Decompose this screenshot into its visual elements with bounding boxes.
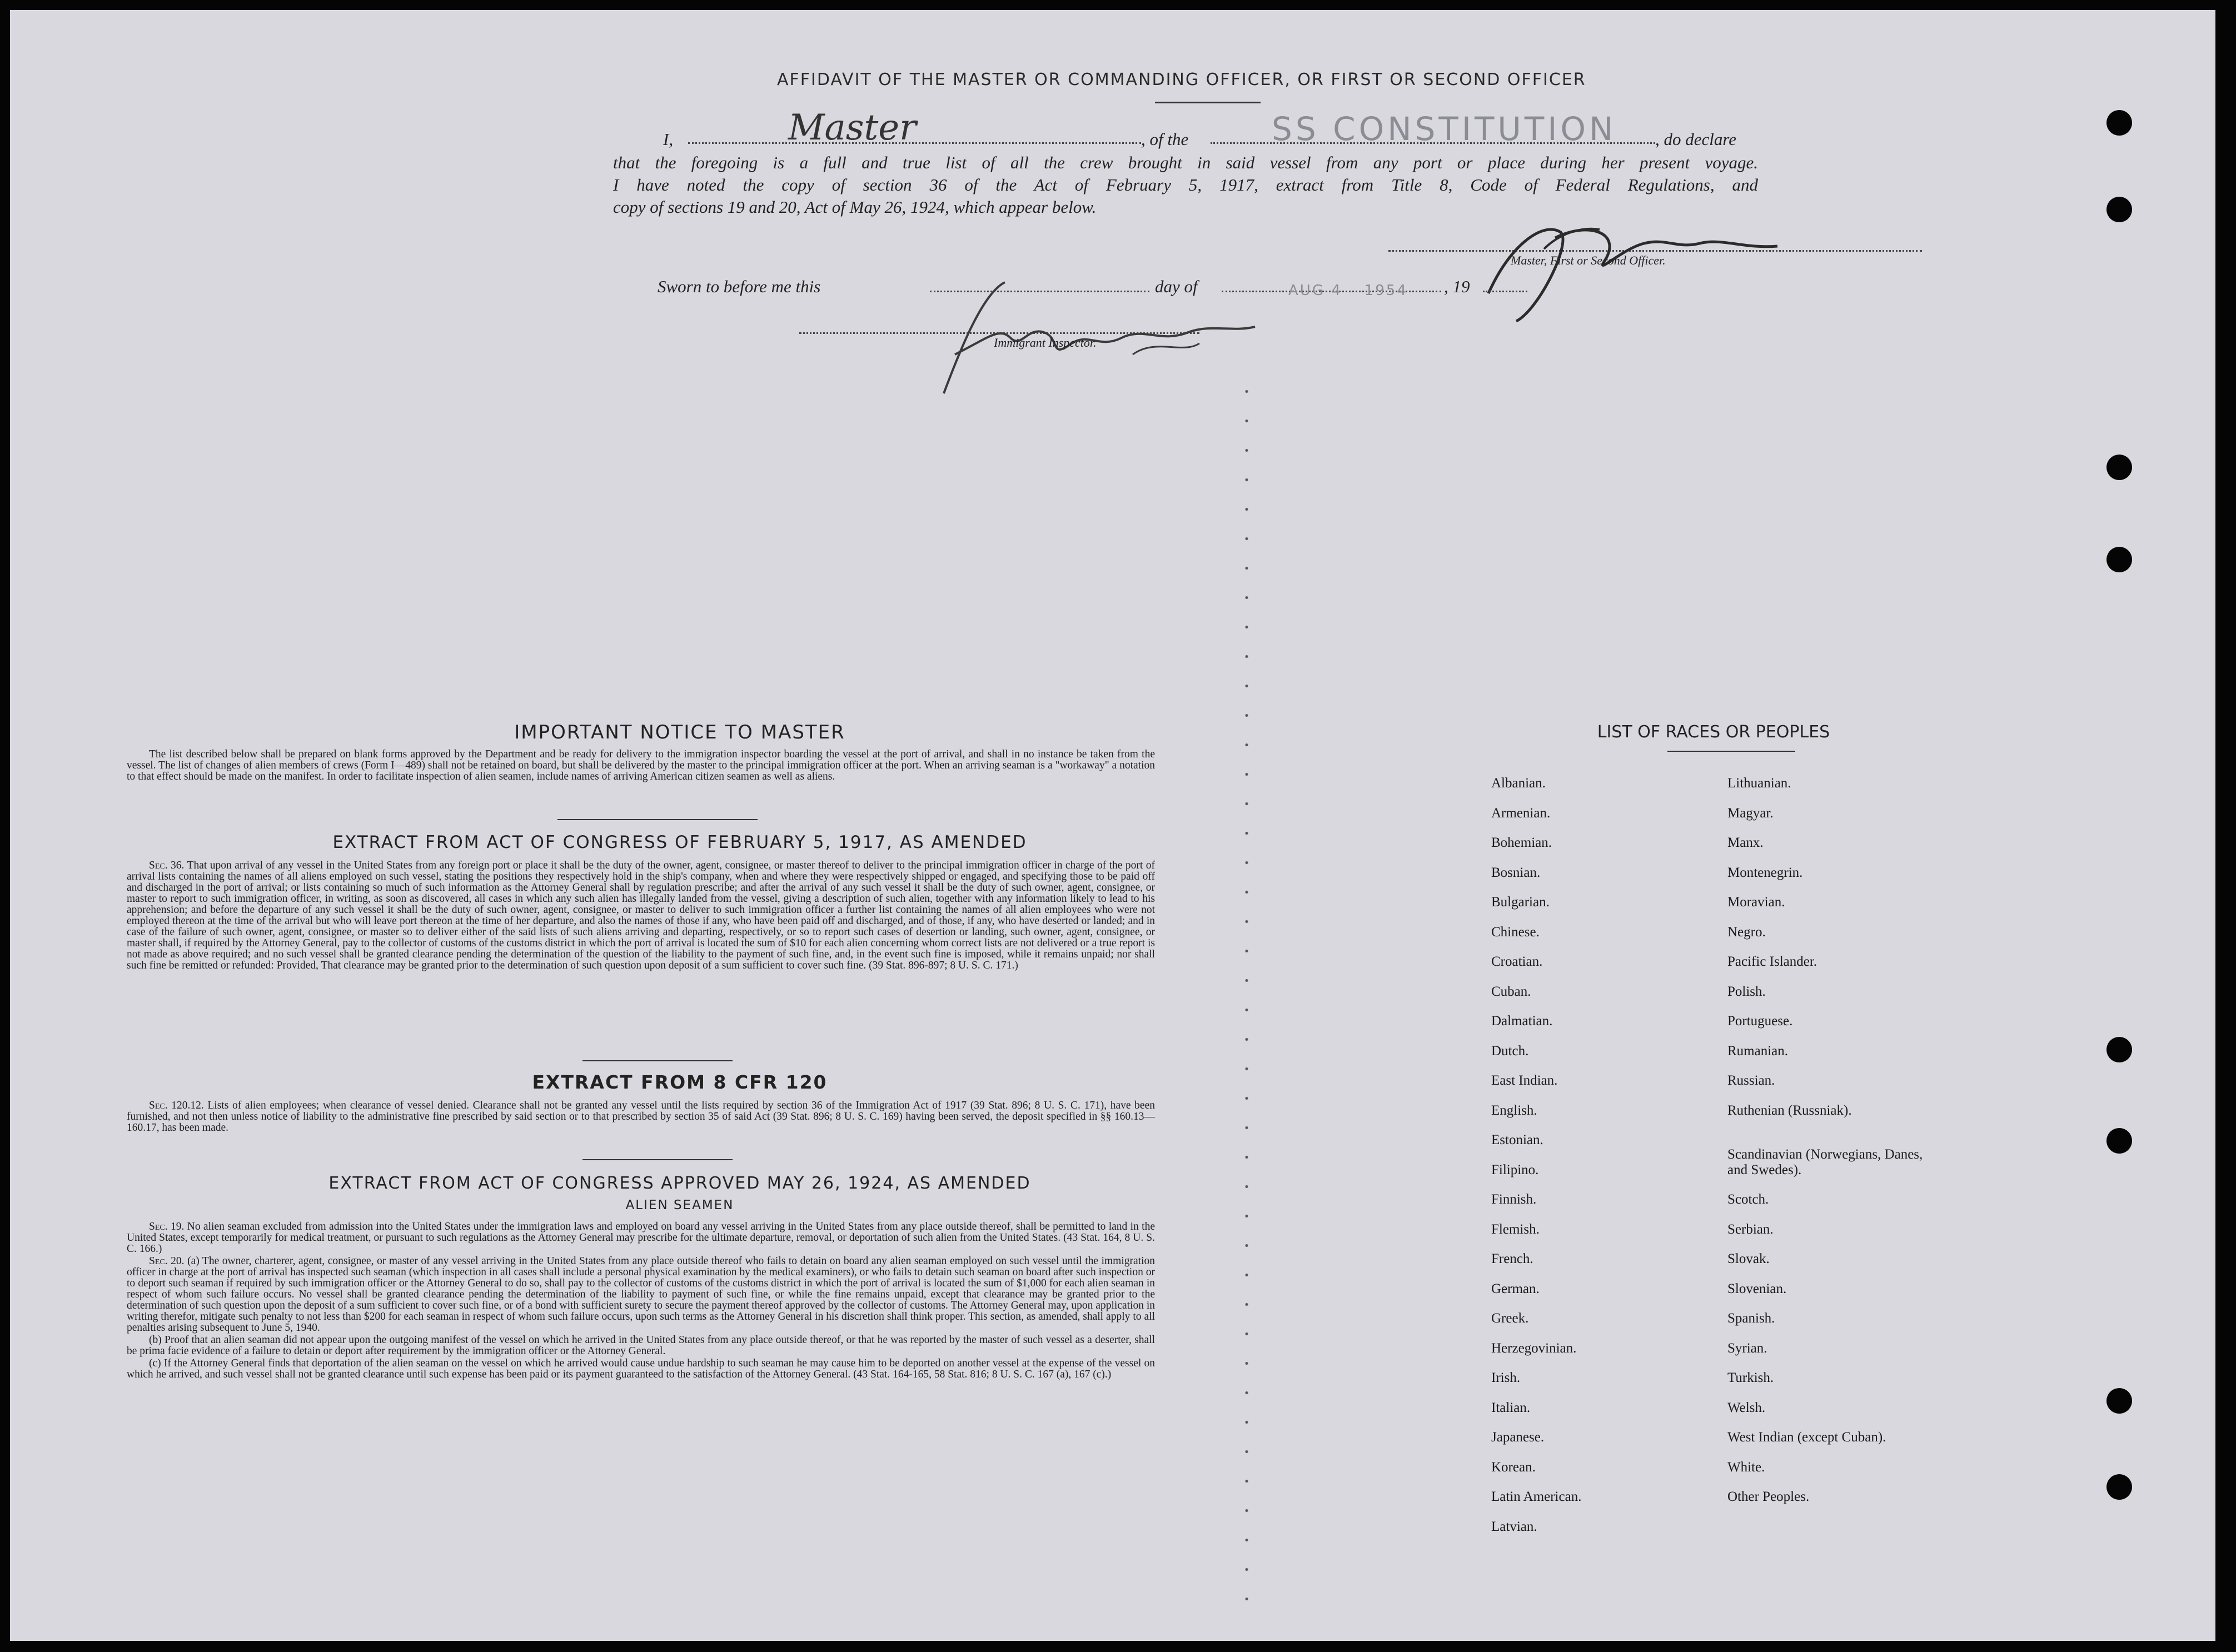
race-item: Russian. (1727, 1073, 1775, 1088)
race-item: Estonian. (1491, 1132, 1543, 1147)
race-item: Polish. (1727, 984, 1766, 999)
races-title: LIST OF RACES OR PEOPLES (1597, 722, 1830, 742)
race-item: Dalmatian. (1491, 1014, 1553, 1029)
extract-cfr-title: EXTRACT FROM 8 CFR 120 (532, 1071, 828, 1093)
race-item: Japanese. (1491, 1430, 1545, 1445)
race-item: Moravian. (1727, 895, 1785, 910)
sec-text: No alien seaman excluded from admission into the United States under the immigration laws and employed on board any vessel arriving in the United States from any place outside thereof, shall be permitted to land in the United States, except temporarily for medical treatment, or pursuant to such regulations as the Attorney General may prescribe for the ultimate departure, removal, or deportation of such alien from the United States. (43 Stat. 164, 8 U. S. C. 166.) (127, 1221, 1156, 1255)
race-item: West Indian (except Cuban). (1727, 1430, 1886, 1445)
race-item: English. (1491, 1102, 1537, 1118)
race-item: Irish. (1491, 1370, 1521, 1385)
race-item: Montenegrin. (1727, 865, 1803, 880)
race-item: Serbian. (1727, 1221, 1774, 1237)
sec-label: Sec. 20. (149, 1255, 185, 1267)
sworn-label: Sworn to before me this (658, 277, 821, 296)
race-item: Scandinavian (Norwegians, Danes, and Swedes). (1727, 1147, 1923, 1177)
race-item: Dutch. (1491, 1043, 1529, 1059)
punch-hole (2106, 1037, 2132, 1062)
of-the-label: , of the (1141, 129, 1189, 149)
i-label: I, (663, 129, 674, 149)
race-item: Herzegovinian. (1491, 1340, 1577, 1356)
date-stamp-year: 1954 (1364, 282, 1408, 299)
race-item: Scotch. (1727, 1192, 1769, 1207)
divider (557, 819, 758, 820)
nineteen-label: , 19 (1444, 277, 1470, 296)
race-item: Korean. (1491, 1459, 1536, 1475)
document-page (10, 10, 2215, 1641)
race-item: Ruthenian (Russniak). (1727, 1102, 1852, 1118)
race-item: East Indian. (1491, 1073, 1558, 1088)
officer-signature (1477, 210, 1789, 327)
race-item: Bohemian. (1491, 835, 1552, 850)
sec-text: (a) The owner, charterer, agent, consignee, or master of any vessel arriving in the United States from any place outside thereof who fails to detain on board any alien seaman employed on such vessel until the immigration officer in charge at the port of arrival has inspected such seaman (which inspection in all cases shall include a personal physical examination by the medical examiners), or who fails to detain such seaman on board after such inspection or to deport such seaman if required by such immigration officer or the Attorney General to do so, shall pay to the collector of customs of the customs district in which the port of arrival is located the sum of $1,000 for each alien seaman in respect of whom such failure occurs. No vessel shall be granted clearance pending the determination of the liability to payment of such fine, or while the fine remains unpaid, except that clearance may be granted prior to the determination of such question upon the deposit of a sum sufficient to cover such fine, or of a bond with sufficient surety to secure the payment thereof approved by the collector of customs. The Attorney General may, upon application in writing therefor, mitigate such penalty to not less than $200 for each seaman in respect of whom such failure occurs, upon such terms as the Attorney General in his discretion shall think proper. This section, as amended, shall apply to all penalties arising subsequent to June 5, 1940. (127, 1255, 1155, 1334)
inspector-caption: Immigrant Inspector. (994, 336, 1097, 350)
punch-hole (2106, 197, 2132, 222)
day-of-label: day of (1155, 277, 1198, 296)
extract-1917-body (127, 860, 1155, 972)
divider (1667, 751, 1795, 752)
sec-text: (b) Proof that an alien seaman did not appear upon the outgoing manifest of the vessel on which he arrived in the United States from any place outside thereof, or that he was reported by the master of such vessel as a deserter, shall be prima facie evidence of a failure to detain or deport after requirement by the immigration officer or the Attorney General. (127, 1334, 1155, 1357)
extract-1924-body (127, 1221, 1155, 1381)
race-item: Slovenian. (1727, 1281, 1787, 1296)
race-item: Portuguese. (1727, 1014, 1793, 1029)
race-item: Albanian. (1491, 776, 1546, 791)
ship-name-stamp: SS CONSTITUTION (1272, 110, 1617, 148)
extract-1924-title: EXTRACT FROM ACT OF CONGRESS APPROVED MAY 26, 1924, AS AMENDED (328, 1174, 1031, 1193)
declaration-line: copy of sections 19 and 20, Act of May 26, 1924, which appear below. (613, 197, 1097, 217)
punch-hole (2106, 547, 2132, 572)
extract-1917-title: EXTRACT FROM ACT OF CONGRESS OF FEBRUARY 5, 1917, AS AMENDED (332, 832, 1027, 852)
race-item: Cuban. (1491, 984, 1531, 999)
extract-cfr-body (127, 1100, 1155, 1135)
race-item: Armenian. (1491, 805, 1551, 821)
sec-text: (c) If the Attorney General finds that deportation of the alien seaman on the vessel on which he arrived would cause undue hardship to such seaman he may cause him to be deported on another vessel at the expense of the vessel on which he arrived, and such vessel shall not be granted clearance until such expense has been paid or its payment guaranteed to the satisfaction of the Attorney General. (43 Stat. 164-165, 58 Stat. 816; 8 U. S. C. 167 (a), 167 (c).) (127, 1357, 1155, 1380)
race-item: Croatian. (1491, 954, 1543, 969)
race-item: Finnish. (1491, 1192, 1537, 1207)
punch-hole (2106, 455, 2132, 480)
race-item: Welsh. (1727, 1400, 1766, 1415)
race-item: Filipino. (1491, 1162, 1539, 1177)
race-item: Latvian. (1491, 1519, 1537, 1534)
sec-label: Sec. 36. (149, 860, 185, 871)
race-item: French. (1491, 1251, 1533, 1266)
race-item: Italian. (1491, 1400, 1531, 1415)
declaration-text (613, 152, 1758, 218)
race-item: Magyar. (1727, 805, 1774, 821)
races-left-column (1491, 776, 1581, 1549)
notice-paragraph: The list described below shall be prepared on blank forms approved by the Department and be ready for delivery to the immigration inspector boarding the vessel at the port of arrival, and shall in no instance be taken from the vessel. The list of changes of alien members of crews (Form I—489) shall not be retained on board, but shall be delivered by the master to the principal immigration officer at the port. When an arriving seaman is a "workaway" a notation to that effect should be made on the manifest. In order to facilitate inspection of alien seamen, include names of arriving American citizen seamen as well as aliens. (127, 748, 1155, 782)
handwritten-rank: Master (788, 107, 917, 148)
column-divider-dots (1236, 377, 1258, 1627)
date-stamp-month: AUG 4 (1288, 282, 1342, 299)
declaration-line: I have noted the copy of section 36 of the Act of February 5, 1917, extract from Title 8, Code of Federal Regulations, and (613, 175, 1758, 194)
notice-body (127, 749, 1155, 783)
race-item: Bulgarian. (1491, 895, 1550, 910)
officer-caption: Master, First or Second Officer. (1511, 253, 1666, 267)
race-item: Negro. (1727, 924, 1766, 940)
sworn-year-blank (1483, 291, 1527, 292)
race-item: Bosnian. (1491, 865, 1541, 880)
race-item: Slovak. (1727, 1251, 1770, 1266)
race-item: German. (1491, 1281, 1540, 1296)
punch-hole (2106, 110, 2132, 136)
inspector-signature (922, 271, 1266, 399)
sec-text: That upon arrival of any vessel in the United States from any foreign port or place it shall be the duty of the owner, agent, consignee, or master thereof to deliver to the principal immigration officer in charge of the port of arrival lists containing the names of all aliens employed on such vessel, stating the positions they respectively hold in the ship's company, when and where they were respectively shipped or engaged, and specifying those to be paid off and discharged in the port of arrival; or lists containing so much of such information as the Attorney General shall by regulation prescribe; and after the arrival of any such vessel it shall be the duty of such owner, agent, consignee, or master to report to such immigration officer, in writing, as soon as discovered, all cases in which any such alien has illegally landed from the vessel, giving a description of such alien, together with any information likely to lead to his apprehension; and before the departure of any such vessel it shall be the duty of such owner, agent, consignee, or master to deliver to such immigration officer a further list containing the names of all alien employees who were not employed thereon at the time of the arrival but who will leave port thereon at the time of her departure, and also the names of those if any, who have been paid off and discharged, and of those, if any, who have deserted or landed; and in case of the failure of such owner, agent, consignee, or master so to deliver either of the said lists of such aliens arriving and departing, respectively, or so to report such cases of desertion or landing, such owner, agent, consignee, or master shall, if required by the Attorney General, pay to the collector of customs of the customs district in which the port of arrival is located the sum of $10 for each alien concerning whom correct lists are not delivered or a true report is not made as above required; and no such vessel shall be granted clearance pending the determination of the question of the liability to the payment of such fine, and, in the event such fine is imposed, while it remains unpaid; nor shall such fine be remitted or refunded: Provided, That clearance may be granted prior to the determination of such question upon deposit of a sum sufficient to cover such fine. (39 Stat. 896-897; 8 U. S. C. 171.) (127, 860, 1155, 971)
divider (1155, 102, 1261, 103)
punch-hole (2106, 1474, 2132, 1500)
race-item: White. (1727, 1459, 1765, 1475)
race-item: Rumanian. (1727, 1043, 1789, 1059)
races-right-column (1727, 776, 1961, 1519)
affidavit-title: AFFIDAVIT OF THE MASTER OR COMMANDING OFFICER, OR FIRST OR SECOND OFFICER (777, 70, 1586, 89)
extract-1924-subtitle: ALIEN SEAMEN (625, 1198, 734, 1212)
race-item: Chinese. (1491, 924, 1540, 940)
race-item: Other Peoples. (1727, 1489, 1810, 1504)
punch-hole (2106, 1128, 2132, 1154)
date-stamp (1288, 282, 1430, 299)
race-item: Spanish. (1727, 1311, 1775, 1326)
race-item: Greek. (1491, 1311, 1529, 1326)
punch-hole (2106, 1388, 2132, 1414)
notice-title: IMPORTANT NOTICE TO MASTER (514, 721, 845, 743)
race-item: Turkish. (1727, 1370, 1774, 1385)
race-item: Flemish. (1491, 1221, 1540, 1237)
sec-label: Sec. 19. (149, 1221, 185, 1232)
race-item: Latin American. (1491, 1489, 1582, 1504)
race-item: Lithuanian. (1727, 776, 1791, 791)
divider (582, 1060, 733, 1061)
race-item: Pacific Islander. (1727, 954, 1817, 969)
sec-text: Lists of alien employees; when clearance of vessel denied. Clearance shall not be granted any vessel until the lists required by section 36 of the Immigration Act of 1917 (39 Stat. 896; 8 U. S. C. 171), have been furnished, and not then unless notice of liability to the administrative fine prescribed by said section or to that prescribed by section 35 of said Act (39 Stat. 896; 8 U. S. C. 169) having been served, the deposit specified in §§ 160.13—160.17, has been made. (127, 1100, 1155, 1134)
sec-label: Sec. 120.12. (149, 1100, 204, 1111)
race-item: Syrian. (1727, 1340, 1767, 1356)
divider (582, 1159, 733, 1160)
declaration-line: that the foregoing is a full and true list of all the crew brought in said vessel from any port or place during her present voyage. (613, 153, 1758, 172)
do-declare-label: , do declare (1655, 129, 1737, 149)
race-item: Manx. (1727, 835, 1764, 850)
